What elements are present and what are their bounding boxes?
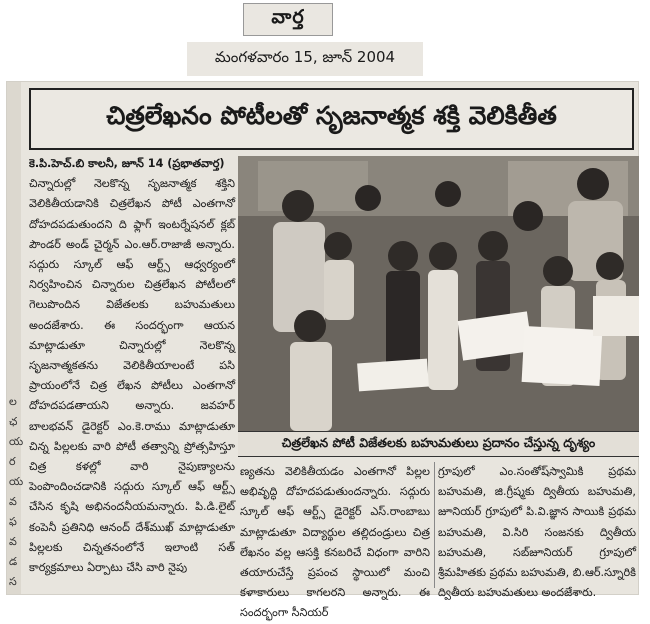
article-column-1 — [29, 154, 235, 592]
edge-char: ఛ — [9, 415, 18, 428]
newspaper-masthead: వార్త — [243, 3, 333, 36]
edge-char: య — [9, 435, 24, 448]
article-text-column-1: చిన్నారుల్లో నెలకొన్న సృజనాత్మక శక్తిని వెలికితీయడానికి చిత్రలేఖన పోటీ ఎంతగానో దోహదపడుతుందని ది ఫ్లాగ్ ఇంటర్నేషనల్ క్లబ్ పౌండర్ అండ్ చైర్మన్ ఎం.ఆర్.రాజాజీ అన్నారు. సద్గురు స్కూల్ ఆఫ్ ఆర్ట్స్ ఆధ్వర్యంలో నిర్వహించిన చిన్నారుల చిత్రలేఖన పోటీలలో గెలుపొందిన విజేతలకు బహుమతులు అందజేశారు. ఈ సందర్భంగా ఆయన మాట్లాడుతూ చిన్నారుల్లో నెలకొన్న సృజనాత్మకతను వెలికితీయాలంటే పసి ప్రాయంలోనే చిత్ర లేఖన పోటీలు ఎంతగానో దోహదపడతాయని అన్నారు. జవహర్ బాలభవన్ డైరెక్టర్ ఎం.కె.రాము మాట్లాడుతూ చిన్న పిల్లలకు వారి పోటీ తత్వాన్ని ప్రోత్సహిస్తూ చిత్ర కళల్లో వారి నైపుణ్యాలను పెంపొందించడానికి సద్గురు స్కూల్ ఆఫ్ ఆర్ట్స్ చేసిన కృషి అభినందనీయమన్నారు. పి.డి.లైట్ కంపెనీ ప్రతినిధి ఆనంద్ దేశ్‌ముఖ్ మాట్లాడుతూ పిల్లలకు చిన్నతనంలోనే ఇలాంటి సత్ కార్యక్రమాలు ఏర్పాటు చేసి వారి నైపు — [29, 177, 235, 575]
edge-char: స — [9, 575, 17, 588]
article-column-3: గ్రూపులో ఎం.సంతోష్‌స్వామికి ప్రథమ బహుమతి, జి.గ్రీష్మకు ద్వితీయ బహుమతి, జూనియర్ గ్రూపులో పి.వి.జ్ఞాన సాయికి ప్రథమ బహుమతి, వి.సిరి సంజనకు ద్వితీయ బహుమతి, సబ్‌జూనియర్ గ్రూపులో శ్రీమహితకు ప్రథమ బహుమతి, బి.ఆర్.స్నూరికి ద్వితీయ బహుమతులు అందజేశారు. — [438, 465, 636, 600]
edge-char: ఫ — [9, 515, 17, 528]
article-photo — [238, 156, 639, 431]
edge-char: వ — [9, 495, 17, 508]
edge-char: డ — [9, 555, 18, 568]
edge-char: ర — [9, 455, 16, 468]
edge-char: ల — [9, 395, 17, 408]
article-headline: చిత్రలేఖనం పోటీలతో సృజనాత్మక శక్తి వెలికితీత — [29, 88, 634, 150]
prize-distribution-photo — [238, 156, 639, 431]
photo-caption: చిత్రలేఖన పోటీ విజేతలకు బహుమతులు ప్రదానం చేస్తున్న దృశ్యం — [238, 431, 639, 457]
adjacent-column-fragment — [9, 392, 23, 592]
dateline: మంగళవారం 15, జూన్ 2004 — [187, 42, 423, 76]
edge-char: య — [9, 475, 24, 488]
column-divider — [434, 462, 435, 588]
edge-char: వ — [9, 535, 17, 548]
article-byline: కె.పి.హెచ్.బి కాలనీ, జూన్ 14 (ప్రభాతవార్త) — [29, 157, 225, 170]
article-column-2: ణ్యతను వెలికితీయడం ఎంతగానో పిల్లల అభివృద్ధి దోహదపడుతుందన్నారు. సద్గురు స్కూల్ ఆఫ్ ఆర్ట్స్ డైరెక్టర్ ఎస్.రాంబాబు మాట్లాడుతూ విద్యార్థుల తల్లిదండ్రులు చిత్ర లేఖనం వల్ల ఆసక్తి కనబరిచే విధంగా వారిని తయారుచేస్తే ప్రపంచ స్థాయిలో మంచి కళాకారులు కాగలరని అన్నారు. ఈ సందర్భంగా సీనియర్ — [240, 465, 430, 620]
